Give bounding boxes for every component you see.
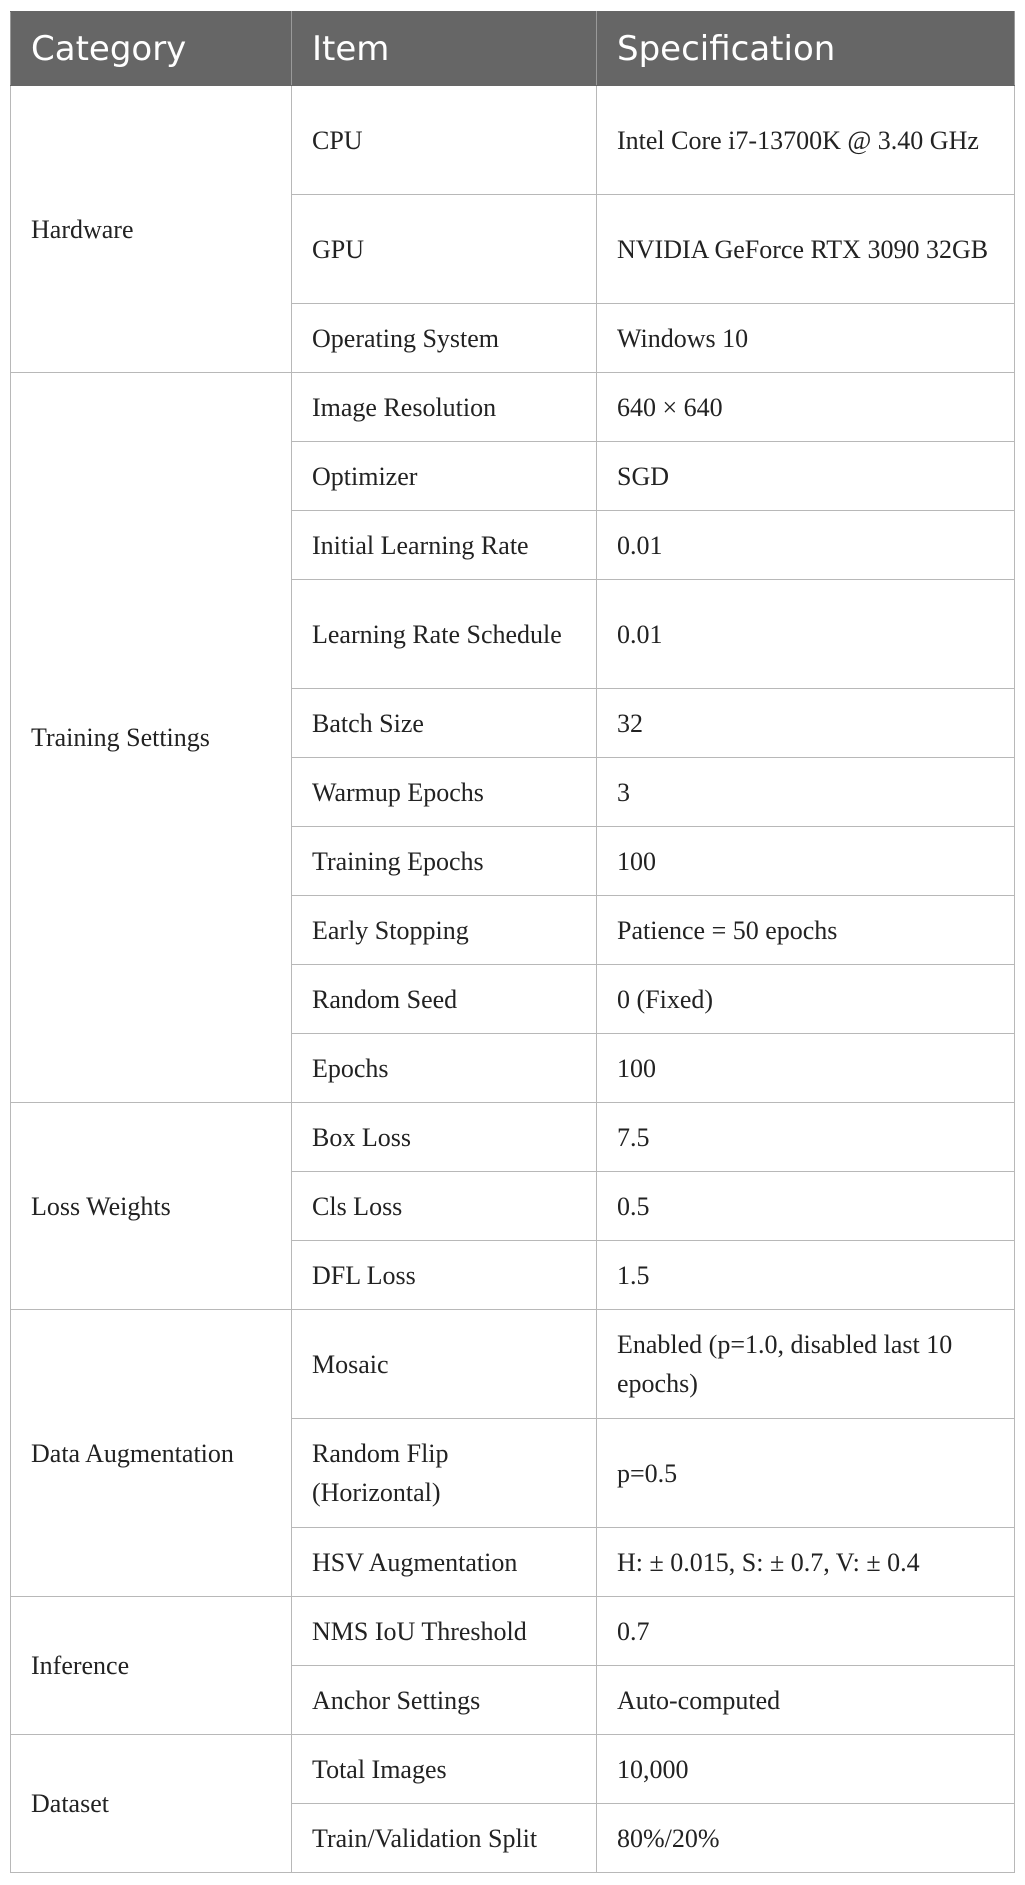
category-cell: Loss Weights xyxy=(11,1103,292,1310)
spec-cell: Intel Core i7-13700K @ 3.40 GHz xyxy=(597,86,1015,195)
table-row xyxy=(11,86,1015,195)
spec-cell: 0.01 xyxy=(597,580,1015,689)
header-row xyxy=(11,12,1015,86)
spec-cell: 100 xyxy=(597,827,1015,896)
spec-cell: 32 xyxy=(597,689,1015,758)
item-cell: Box Loss xyxy=(292,1103,597,1172)
spec-cell: 3 xyxy=(597,758,1015,827)
spec-cell: Auto-computed xyxy=(597,1666,1015,1735)
spec-cell: 80%/20% xyxy=(597,1804,1015,1873)
item-cell: Learning Rate Schedule xyxy=(292,580,597,689)
item-cell: Training Epochs xyxy=(292,827,597,896)
item-cell: CPU xyxy=(292,86,597,195)
item-cell: Total Images xyxy=(292,1735,597,1804)
spec-cell: Windows 10 xyxy=(597,304,1015,373)
item-cell: Mosaic xyxy=(292,1310,597,1419)
item-cell: NMS IoU Threshold xyxy=(292,1597,597,1666)
item-cell: Train/Validation Split xyxy=(292,1804,597,1873)
table-row xyxy=(11,1597,1015,1666)
spec-cell: H: ± 0.015, S: ± 0.7, V: ± 0.4 xyxy=(597,1528,1015,1597)
spec-cell: 1.5 xyxy=(597,1241,1015,1310)
item-cell: DFL Loss xyxy=(292,1241,597,1310)
category-cell: Hardware xyxy=(11,86,292,373)
table-row xyxy=(11,1103,1015,1172)
item-cell: Batch Size xyxy=(292,689,597,758)
category-cell: Data Augmentation xyxy=(11,1310,292,1597)
item-cell: Cls Loss xyxy=(292,1172,597,1241)
spec-cell: Patience = 50 epochs xyxy=(597,896,1015,965)
spec-cell: 10,000 xyxy=(597,1735,1015,1804)
item-cell: Optimizer xyxy=(292,442,597,511)
spec-cell: 100 xyxy=(597,1034,1015,1103)
spec-table-container xyxy=(10,11,1014,1873)
item-cell: Image Resolution xyxy=(292,373,597,442)
category-cell: Inference xyxy=(11,1597,292,1735)
table-row xyxy=(11,1310,1015,1419)
table-row xyxy=(11,1735,1015,1804)
header-item: Item xyxy=(292,12,597,86)
spec-cell: 0.7 xyxy=(597,1597,1015,1666)
category-cell: Training Settings xyxy=(11,373,292,1103)
item-cell: Anchor Settings xyxy=(292,1666,597,1735)
header-specification: Specification xyxy=(597,12,1015,86)
item-cell: GPU xyxy=(292,195,597,304)
item-cell: Warmup Epochs xyxy=(292,758,597,827)
spec-cell: 7.5 xyxy=(597,1103,1015,1172)
spec-cell: 0.01 xyxy=(597,511,1015,580)
spec-cell: SGD xyxy=(597,442,1015,511)
spec-cell: NVIDIA GeForce RTX 3090 32GB xyxy=(597,195,1015,304)
item-cell: Random Flip (Horizontal) xyxy=(292,1419,597,1528)
spec-cell: 0.5 xyxy=(597,1172,1015,1241)
item-cell: Random Seed xyxy=(292,965,597,1034)
item-cell: Early Stopping xyxy=(292,896,597,965)
item-cell: Epochs xyxy=(292,1034,597,1103)
header-category: Category xyxy=(11,12,292,86)
category-cell: Dataset xyxy=(11,1735,292,1873)
spec-cell: 0 (Fixed) xyxy=(597,965,1015,1034)
spec-cell: Enabled (p=1.0, disabled last 10 epochs) xyxy=(597,1310,1015,1419)
item-cell: Initial Learning Rate xyxy=(292,511,597,580)
item-cell: Operating System xyxy=(292,304,597,373)
spec-cell: 640 × 640 xyxy=(597,373,1015,442)
table-body xyxy=(11,86,1015,1873)
table-header xyxy=(11,12,1015,86)
spec-table xyxy=(10,11,1015,1873)
table-row xyxy=(11,373,1015,442)
spec-cell: p=0.5 xyxy=(597,1419,1015,1528)
item-cell: HSV Augmentation xyxy=(292,1528,597,1597)
